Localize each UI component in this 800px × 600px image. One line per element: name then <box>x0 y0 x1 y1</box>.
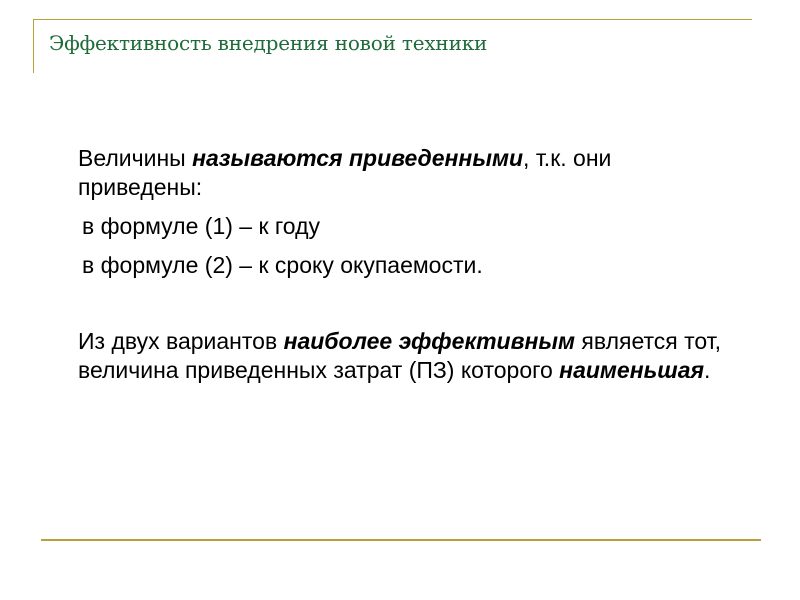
paragraph-reduced-values <box>78 144 738 202</box>
paragraph-most-effective <box>78 327 738 385</box>
bottom-divider-line <box>41 539 761 541</box>
paragraph-formula-1: в формуле (1) – к году <box>82 213 321 239</box>
slide-title: Эффективность внедрения новой техники <box>49 31 488 55</box>
emphasis-run: называются приведенными <box>192 145 524 171</box>
emphasis-run: наиболее эффективным <box>283 328 576 354</box>
title-frame-top-line <box>33 19 752 20</box>
text-run: Из двух вариантов <box>78 328 284 354</box>
text-run: является тот, величина приведенных затрат (ПЗ) которого <box>78 328 722 383</box>
text-run: Величины <box>78 145 193 171</box>
text-run: . <box>704 357 711 383</box>
emphasis-run: наименьшая <box>559 357 705 383</box>
title-frame-left-line <box>33 19 34 73</box>
text-run: , т.к. они приведены: <box>78 145 612 200</box>
slide-body <box>78 144 738 385</box>
paragraph-formula-2: в формуле (2) – к сроку окупаемости. <box>82 252 483 278</box>
